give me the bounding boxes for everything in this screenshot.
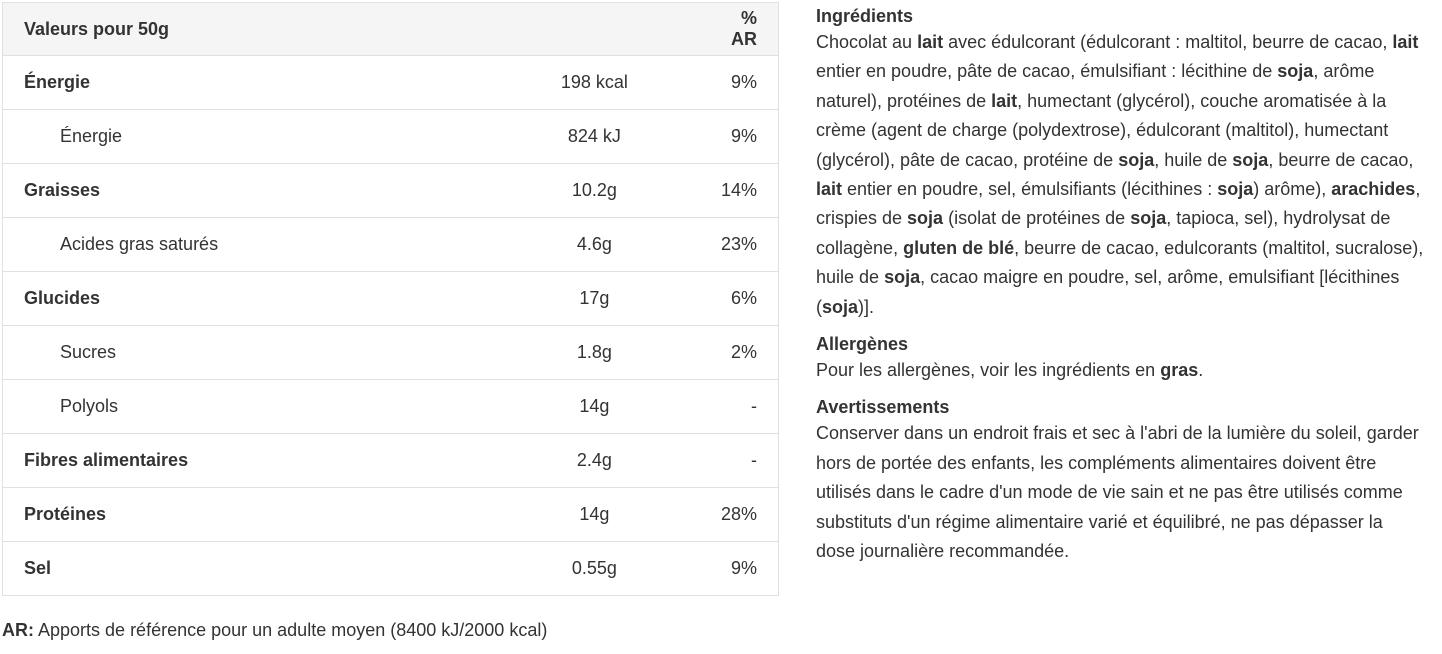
text-segment: , huile de	[1154, 149, 1233, 170]
nutrient-name: Sel	[3, 542, 489, 596]
text-segment: entier en poudre, sel, émulsifiants (lécithines :	[842, 179, 1218, 200]
text-segment: (isolat de protéines de	[943, 208, 1131, 229]
allergen-highlight: lait	[816, 179, 843, 200]
nutrient-value: 14g	[489, 380, 700, 434]
nutrient-value: 824 kJ	[489, 110, 700, 164]
nutrient-ar: 14%	[700, 164, 779, 218]
warnings-section	[816, 395, 1426, 566]
nutrient-name: Polyols	[3, 380, 489, 434]
allergen-highlight: gras	[1160, 360, 1199, 381]
nutrient-name: Graisses	[3, 164, 489, 218]
nutrient-ar: -	[700, 434, 779, 488]
nutrient-value: 1.8g	[489, 326, 700, 380]
nutrition-row	[3, 56, 779, 110]
text-segment: , humectant (glycérol), couche aromatisée à la crème (agent de charge (polydextrose), édulcorant (maltitol), humectant (glycérol), pâte de cacao, protéine de	[816, 90, 1389, 170]
allergen-highlight: soja	[884, 267, 921, 288]
nutrient-name: Sucres	[3, 326, 489, 380]
nutrition-table	[2, 2, 779, 596]
allergen-highlight: soja	[1232, 149, 1269, 170]
nutrient-ar: 9%	[700, 110, 779, 164]
nutrient-name: Énergie	[3, 110, 489, 164]
allergen-highlight: lait	[991, 90, 1018, 111]
nutrient-ar: 28%	[700, 488, 779, 542]
text-segment: ) arôme),	[1253, 179, 1332, 200]
nutrient-name: Acides gras saturés	[3, 218, 489, 272]
text-segment: Chocolat au	[816, 32, 918, 52]
text-segment: , arôme naturel), protéines de	[816, 61, 1375, 111]
allergen-highlight: soja	[1118, 149, 1155, 170]
ingredients-text	[816, 28, 1426, 322]
nutrition-body	[3, 56, 779, 596]
nutrition-row	[3, 434, 779, 488]
allergen-highlight: soja	[1277, 61, 1314, 82]
allergen-highlight: lait	[1392, 32, 1419, 52]
text-segment: avec édulcorant (édulcorant : maltitol, beurre de cacao,	[943, 32, 1393, 52]
header-value	[489, 3, 700, 56]
header-label: Valeurs pour 50g	[3, 3, 489, 56]
allergens-section	[816, 332, 1426, 385]
nutrient-value: 2.4g	[489, 434, 700, 488]
text-segment: , cacao maigre en poudre, sel, arôme, emulsifiant [lécithines (	[816, 267, 1400, 317]
nutrient-value: 17g	[489, 272, 700, 326]
nutrition-row	[3, 164, 779, 218]
nutrition-row	[3, 218, 779, 272]
allergen-highlight: lait	[917, 32, 944, 52]
nutrient-value: 10.2g	[489, 164, 700, 218]
nutrition-row	[3, 272, 779, 326]
text-segment: , beurre de cacao, edulcorants (maltitol, sucralose), huile de	[816, 237, 1424, 288]
allergens-title: Allergènes	[816, 334, 909, 355]
footnote-text: Apports de référence pour un adulte moyen (8400 kJ/2000 kcal)	[34, 620, 548, 640]
warnings-text: Conserver dans un endroit frais et sec à l'abri de la lumière du soleil, garder hors de portée des enfants, les compléments alimentaires doivent être utilisés dans le cadre d'un mode de vie sain et ne pas être utilisés comme substituts d'un régime alimentaire varié et équilibré, ne pas dépasser la dose journalière recommandée.	[816, 423, 1419, 562]
text-segment: , tapioca, sel), hydrolysat de collagène,	[816, 208, 1391, 258]
ar-footnote	[2, 620, 547, 641]
nutrition-row	[3, 542, 779, 596]
footnote-label: AR:	[2, 620, 34, 640]
nutrient-name: Fibres alimentaires	[3, 434, 489, 488]
nutrient-value: 198 kcal	[489, 56, 700, 110]
text-segment: , beurre de cacao,	[1268, 149, 1414, 170]
allergen-highlight: soja	[822, 296, 859, 317]
allergen-highlight: soja	[1130, 208, 1167, 229]
allergen-highlight: soja	[1217, 179, 1254, 200]
nutrient-ar: -	[700, 380, 779, 434]
nutrient-value: 4.6g	[489, 218, 700, 272]
text-segment: entier en poudre, pâte de cacao, émulsifiant : lécithine de	[816, 61, 1278, 82]
nutrient-ar: 9%	[700, 542, 779, 596]
ingredients-section	[816, 4, 1426, 322]
nutrient-name: Protéines	[3, 488, 489, 542]
nutrient-name: Glucides	[3, 272, 489, 326]
warnings-title: Avertissements	[816, 397, 950, 418]
text-segment: )].	[858, 296, 875, 317]
nutrition-row	[3, 488, 779, 542]
nutrient-ar: 23%	[700, 218, 779, 272]
text-segment: , crispies de	[816, 179, 1421, 229]
nutrition-row	[3, 380, 779, 434]
allergen-highlight: soja	[907, 208, 944, 229]
nutrition-row	[3, 110, 779, 164]
nutrient-ar: 6%	[700, 272, 779, 326]
header-ar: % AR	[700, 3, 779, 56]
text-segment: .	[1198, 360, 1204, 381]
nutrient-value: 0.55g	[489, 542, 700, 596]
nutrient-name: Énergie	[3, 56, 489, 110]
nutrition-row	[3, 326, 779, 380]
nutrient-ar: 2%	[700, 326, 779, 380]
allergen-highlight: gluten de blé	[903, 237, 1015, 258]
allergen-highlight: arachides	[1331, 179, 1416, 200]
nutrient-ar: 9%	[700, 56, 779, 110]
nutrient-value: 14g	[489, 488, 700, 542]
ingredients-title: Ingrédients	[816, 6, 914, 26]
text-segment: Pour les allergènes, voir les ingrédients en	[816, 360, 1161, 381]
product-info	[816, 4, 1426, 577]
nutrition-header-row	[3, 3, 779, 56]
allergens-text	[816, 356, 1426, 385]
